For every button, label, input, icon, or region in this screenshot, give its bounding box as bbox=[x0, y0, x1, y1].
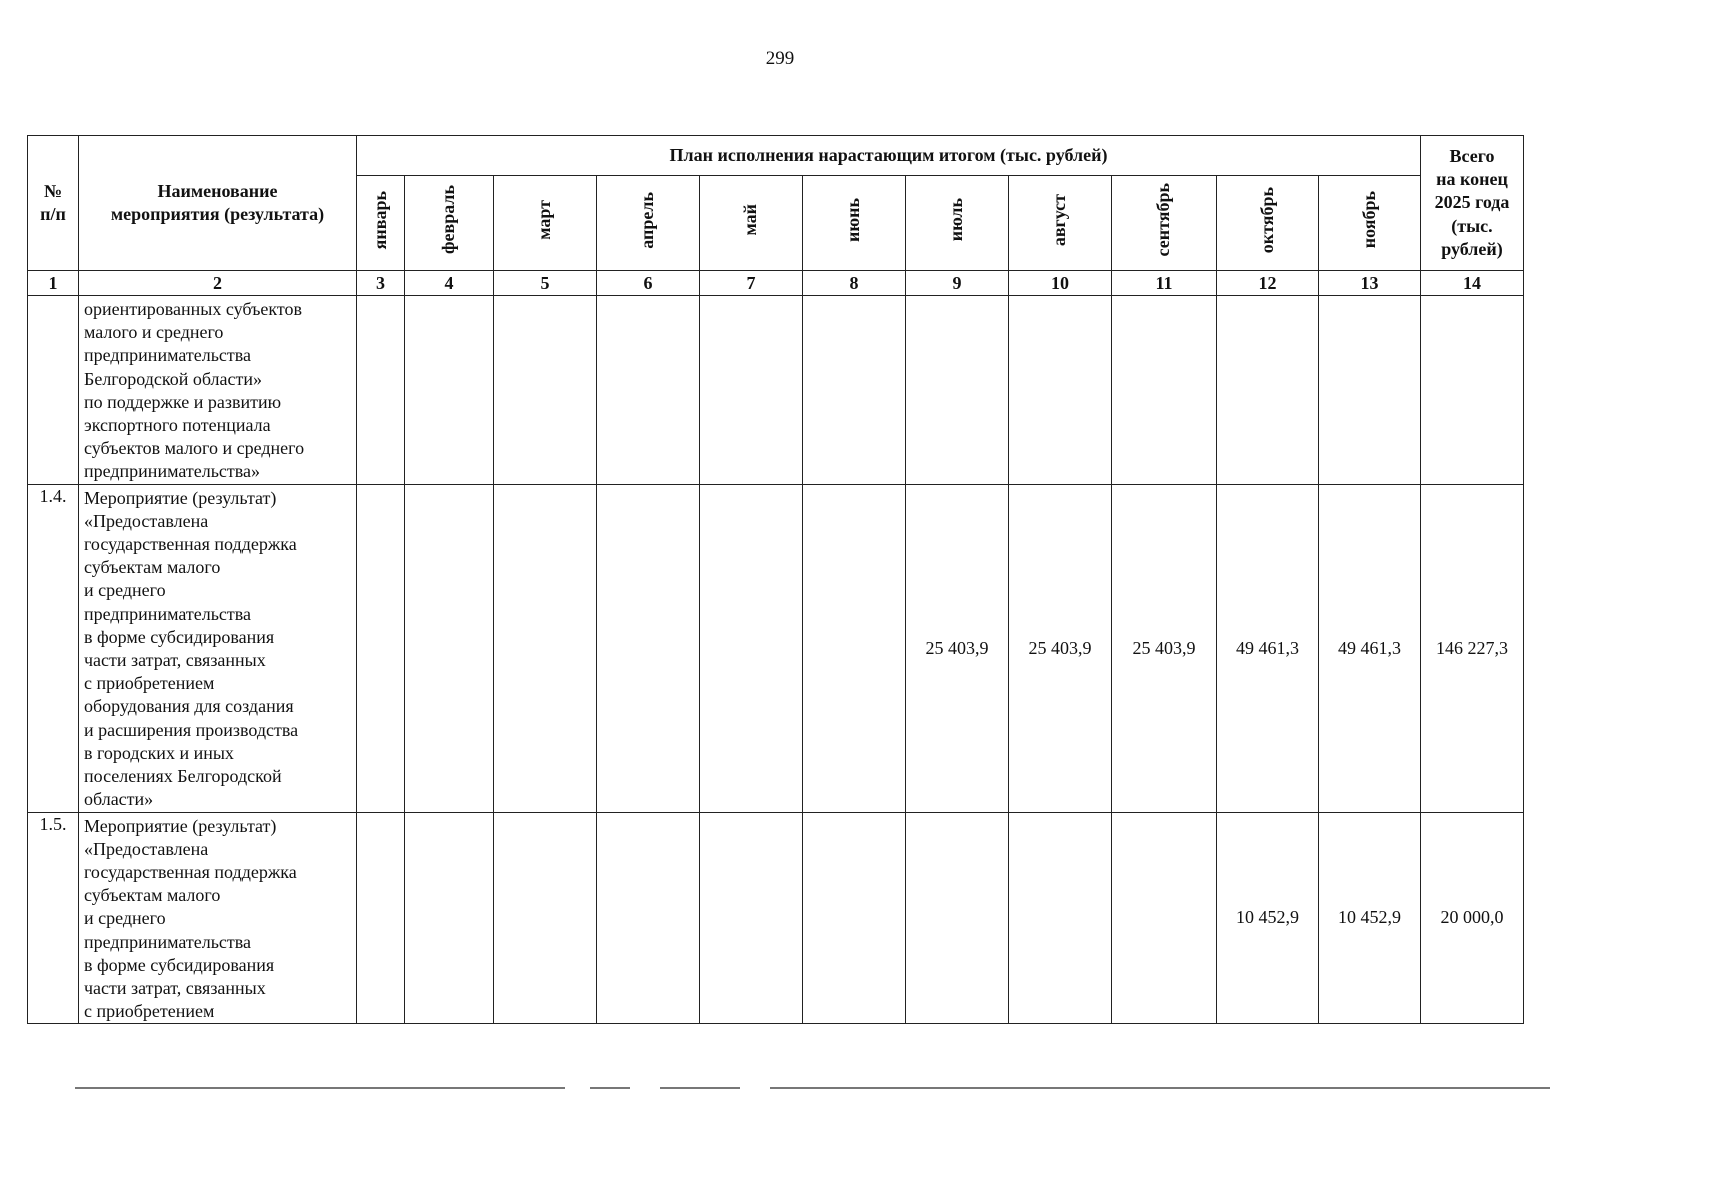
value-cell bbox=[700, 812, 803, 1024]
value-cell bbox=[494, 484, 597, 812]
column-number-row bbox=[28, 271, 1524, 296]
value-cell bbox=[405, 812, 494, 1024]
row-number bbox=[28, 296, 79, 485]
table-row bbox=[28, 484, 1524, 812]
value-cell bbox=[1009, 296, 1112, 485]
row-number: 1.4. bbox=[28, 484, 79, 812]
column-number: 8 bbox=[803, 271, 906, 296]
value-cell bbox=[405, 484, 494, 812]
value-cell bbox=[803, 484, 906, 812]
header-total: Всего на конец 2025 года (тыс. рублей) bbox=[1421, 136, 1524, 271]
value-cell: 25 403,9 bbox=[1009, 484, 1112, 812]
column-number: 13 bbox=[1319, 271, 1421, 296]
value-cell bbox=[1112, 812, 1217, 1024]
value-cell bbox=[597, 484, 700, 812]
value-cell bbox=[357, 296, 405, 485]
value-cell bbox=[1217, 296, 1319, 485]
month-header: ноябрь bbox=[1319, 176, 1421, 271]
value-cell bbox=[700, 296, 803, 485]
month-header: май bbox=[700, 176, 803, 271]
page-number: 299 bbox=[765, 48, 795, 69]
scan-edge-line bbox=[75, 1087, 565, 1089]
table-row bbox=[28, 812, 1524, 1024]
value-cell: 49 461,3 bbox=[1217, 484, 1319, 812]
month-header: июнь bbox=[803, 176, 906, 271]
column-number: 10 bbox=[1009, 271, 1112, 296]
month-header: сентябрь bbox=[1112, 176, 1217, 271]
value-cell bbox=[1421, 296, 1524, 485]
value-cell bbox=[906, 296, 1009, 485]
column-number: 14 bbox=[1421, 271, 1524, 296]
month-header: август bbox=[1009, 176, 1112, 271]
value-cell bbox=[1319, 296, 1421, 485]
column-number: 12 bbox=[1217, 271, 1319, 296]
scan-edge-line bbox=[660, 1087, 740, 1089]
value-cell bbox=[700, 484, 803, 812]
month-header: февраль bbox=[405, 176, 494, 271]
value-cell bbox=[494, 296, 597, 485]
value-cell bbox=[906, 812, 1009, 1024]
value-cell: 10 452,9 bbox=[1217, 812, 1319, 1024]
value-cell bbox=[357, 812, 405, 1024]
value-cell: 10 452,9 bbox=[1319, 812, 1421, 1024]
value-cell bbox=[405, 296, 494, 485]
scan-edge-line bbox=[590, 1087, 630, 1089]
value-cell bbox=[597, 296, 700, 485]
column-number: 3 bbox=[357, 271, 405, 296]
column-number: 5 bbox=[494, 271, 597, 296]
value-cell bbox=[1009, 812, 1112, 1024]
value-cell bbox=[803, 296, 906, 485]
row-name: Мероприятие (результат) «Предоставлена государственная поддержка субъектам малого и среднего предпринимательства в форме субсидирования части затрат, связанных с приобретением оборудования для создания и расширения производства в городских и иных поселениях Белгородской области» bbox=[79, 484, 357, 812]
month-header: январь bbox=[357, 176, 405, 271]
column-number: 7 bbox=[700, 271, 803, 296]
column-number: 2 bbox=[79, 271, 357, 296]
header-name: Наименование мероприятия (результата) bbox=[79, 136, 357, 271]
value-cell: 49 461,3 bbox=[1319, 484, 1421, 812]
value-cell bbox=[357, 484, 405, 812]
month-header: апрель bbox=[597, 176, 700, 271]
column-number: 9 bbox=[906, 271, 1009, 296]
month-header: июль bbox=[906, 176, 1009, 271]
month-header: октябрь bbox=[1217, 176, 1319, 271]
row-name: ориентированных субъектов малого и среднего предпринимательства Белгородской области» по поддержке и развитию экспортного потенциала субъектов малого и среднего предпринимательства» bbox=[79, 296, 357, 485]
value-cell: 146 227,3 bbox=[1421, 484, 1524, 812]
value-cell: 20 000,0 bbox=[1421, 812, 1524, 1024]
value-cell bbox=[597, 812, 700, 1024]
value-cell bbox=[494, 812, 597, 1024]
header-plan-group: План исполнения нарастающим итогом (тыс. рублей) bbox=[357, 136, 1421, 176]
column-number: 4 bbox=[405, 271, 494, 296]
scan-edge-line bbox=[770, 1087, 1550, 1089]
month-header: март bbox=[494, 176, 597, 271]
column-number: 1 bbox=[28, 271, 79, 296]
header-number: № п/п bbox=[28, 136, 79, 271]
value-cell bbox=[1112, 296, 1217, 485]
table-row bbox=[28, 296, 1524, 485]
row-name: Мероприятие (результат) «Предоставлена государственная поддержка субъектам малого и среднего предпринимательства в форме субсидирования части затрат, связанных с приобретением bbox=[79, 812, 357, 1024]
value-cell: 25 403,9 bbox=[1112, 484, 1217, 812]
plan-table bbox=[27, 135, 1524, 1024]
value-cell: 25 403,9 bbox=[906, 484, 1009, 812]
row-number: 1.5. bbox=[28, 812, 79, 1024]
column-number: 11 bbox=[1112, 271, 1217, 296]
column-number: 6 bbox=[597, 271, 700, 296]
value-cell bbox=[803, 812, 906, 1024]
